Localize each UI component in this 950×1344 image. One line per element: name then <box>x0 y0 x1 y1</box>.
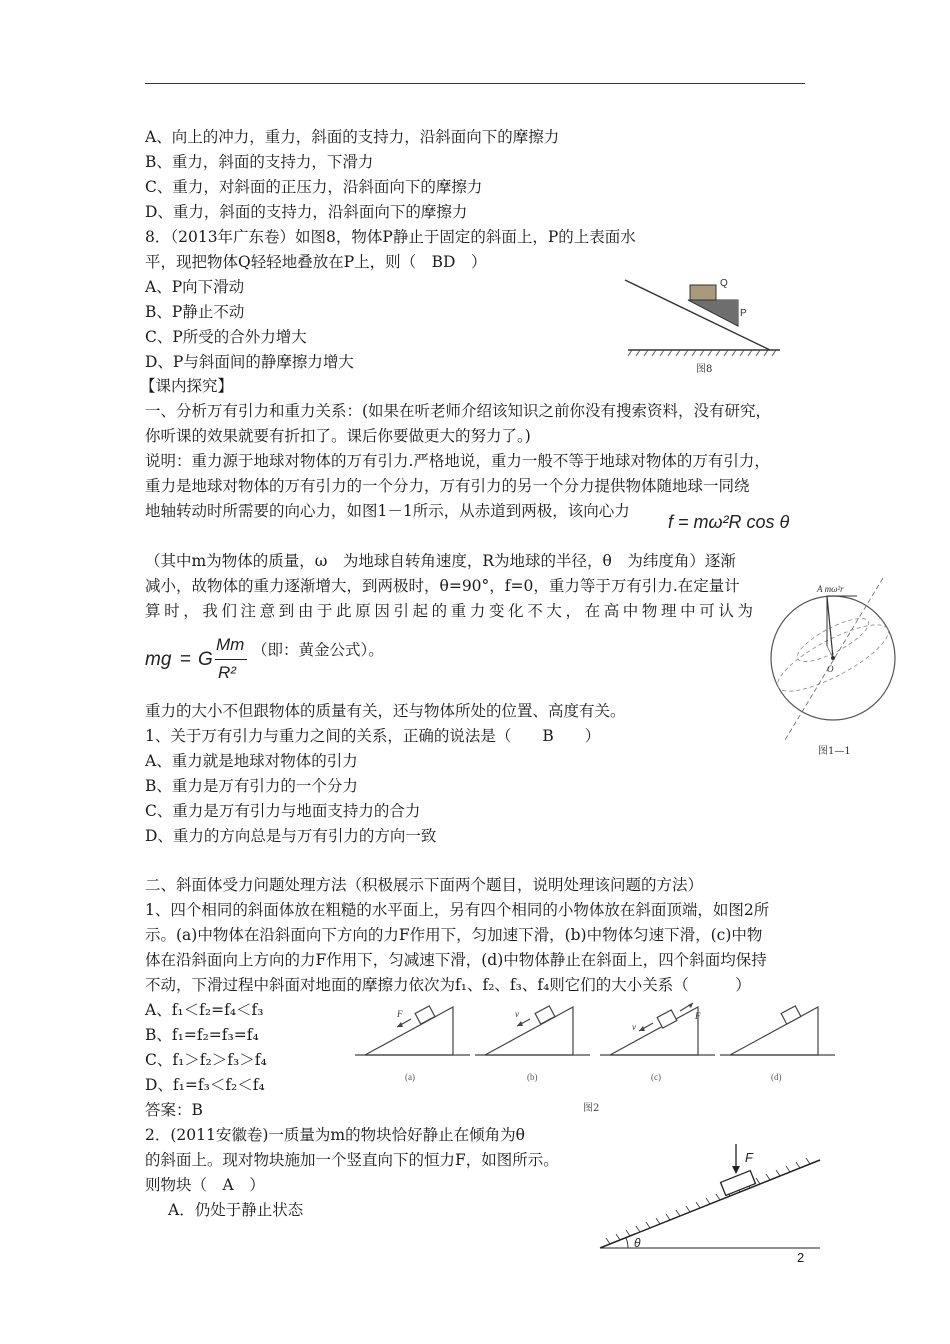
part2-q1-line2: 示。(a)中物体在沿斜面向下方向的力F作用下，匀加速下滑，(b)中物体匀速下滑，(c)中物 <box>145 926 763 944</box>
part1-q1-option-b: B、重力是万有引力的一个分力 <box>145 777 358 795</box>
golden-formula-numerator: Mm <box>216 635 245 654</box>
q8-stem-line2: 平，现把物体Q轻轻地叠放在P上，则（ BD ） <box>145 253 487 271</box>
figure-1-1-caption: 图1—1 <box>818 746 851 757</box>
part2-q2-option-a: A．仍处于静止状态 <box>168 1201 304 1219</box>
figure-incline-force-label: F <box>745 1150 753 1165</box>
part1-q1-option-a: A、重力就是地球对物体的引力 <box>145 752 358 770</box>
golden-formula-denominator: R² <box>218 663 236 682</box>
part2-q1-line3: 体在沿斜面向上方向的力F作用下，匀减速下滑，(d)中物体静止在斜面上，四个斜面均保持 <box>145 951 767 969</box>
part2-q1-option-c: C、f₁＞f₂＞f₃＞f₄ <box>145 1051 267 1069</box>
figure-1-1 <box>765 570 910 765</box>
q7-option-a: A、向上的冲力，重力，斜面的支持力，沿斜面向下的摩擦力 <box>145 128 560 146</box>
figure-2b-label: (b) <box>527 1072 538 1082</box>
figure-2b-velocity-label: v <box>515 1009 519 1019</box>
figure-8-caption: 图8 <box>696 364 713 375</box>
q7-option-c: C、重力，对斜面的正压力，沿斜面向下的摩擦力 <box>145 178 483 196</box>
part2-q2-line2: 的斜面上。现对物块施加一个竖直向下的恒力F，如图所示。 <box>145 1151 559 1169</box>
part2-q2-line3: 则物块（ A ） <box>145 1176 265 1194</box>
figure-2c-velocity-label: v <box>632 1022 636 1032</box>
figure-2 <box>355 995 835 1120</box>
part1-explanation-line4: （其中m为物体的质量，ω 为地球自转角速度，R为地球的半径，θ 为纬度角）逐渐 <box>145 552 736 570</box>
section-heading: 【课内探究】 <box>140 377 234 395</box>
part2-q1-line1: 1、四个相同的斜面体放在粗糙的水平面上，另有四个相同的小物体放在斜面顶端，如图2所 <box>145 901 770 919</box>
q8-option-d: D、P与斜面间的静摩擦力增大 <box>145 353 354 371</box>
q8-stem-line1: 8．（2013年广东卷）如图8，物体P静止于固定的斜面上，P的上表面水 <box>145 228 636 246</box>
golden-formula-note: （即：黄金公式）。 <box>252 641 384 659</box>
part1-q1-option-d: D、重力的方向总是与万有引力的方向一致 <box>145 827 437 845</box>
part2-q1-option-d: D、f₁=f₃＜f₂＜f₄ <box>145 1076 265 1094</box>
part1-explanation-line5: 减小，故物体的重力逐渐增大，到两极时，θ=90°，f=0，重力等于万有引力.在定量计 <box>145 577 740 595</box>
q8-option-b: B、P静止不动 <box>145 303 245 321</box>
figure-2d-label: (d) <box>771 1072 782 1082</box>
part2-title: 二、斜面体受力问题处理方法（积极展示下面两个题目，说明处理该问题的方法） <box>145 876 704 894</box>
golden-formula-lhs: mg <box>145 649 172 670</box>
part2-q1-option-a: A、f₁＜f₂=f₄＜f₃ <box>145 1001 264 1019</box>
page-number: 2 <box>797 1250 805 1265</box>
figure-2c-force-label: F <box>695 1011 701 1021</box>
part1-explanation-line7: 重力的大小不但跟物体的质量有关，还与物体所处的位置、高度有关。 <box>145 702 626 720</box>
figure-incline-angle-label: θ <box>634 1236 641 1250</box>
figure-incline-force <box>580 1140 830 1260</box>
part2-q1-line4: 不动，下滑过程中斜面对地面的摩擦力依次为f₁、f₂、f₃、f₄则它们的大小关系（ ） <box>145 976 751 994</box>
part2-q1-option-b: B、f₁=f₂=f₃=f₄ <box>145 1026 259 1044</box>
part1-title-line2: 你听课的效果就要有折扣了。课后你要做更大的努力了。) <box>145 427 531 445</box>
q8-option-a: A、P向下滑动 <box>145 278 245 296</box>
part2-q2-line1: 2．(2011安徽卷)一质量为m的物块恰好静止在倾角为θ <box>145 1126 525 1144</box>
header-rule <box>145 83 805 84</box>
golden-formula-fraction-bar <box>215 659 247 660</box>
part1-q1-stem: 1、关于万有引力与重力之间的关系，正确的说法是（ B ） <box>145 727 601 745</box>
figure-2-caption: 图2 <box>583 1103 600 1114</box>
q7-option-d: D、重力，斜面的支持力，沿斜面向下的摩擦力 <box>145 203 468 221</box>
part1-title-line1: 一、分析万有引力和重力关系：(如果在听老师介绍该知识之前你没有搜索资料，没有研究， <box>145 402 772 420</box>
figure-8-label-p: P <box>740 308 747 319</box>
figure-8-label-q: Q <box>720 278 728 289</box>
figure-1-1-label-top: A mω²r <box>817 584 844 594</box>
figure-8 <box>620 270 790 380</box>
part1-q1-option-c: C、重力是万有引力与地面支持力的合力 <box>145 802 421 820</box>
figure-2a-force-label: F <box>397 1009 403 1019</box>
golden-formula-equals: = <box>180 649 192 670</box>
figure-2c-label: (c) <box>651 1072 661 1082</box>
centripetal-force-formula: f = mω²R cos θ <box>668 512 790 532</box>
figure-1-1-label-o: O <box>827 664 834 674</box>
part2-q1-answer: 答案：B <box>145 1101 203 1119</box>
figure-2a-label: (a) <box>405 1072 415 1082</box>
part1-explanation-line6: 算时，我们注意到由于此原因引起的重力变化不大，在高中物理中可认为 <box>145 602 753 620</box>
part1-explanation-line1: 说明：重力源于地球对物体的万有引力.严格地说，重力一般不等于地球对物体的万有引力， <box>145 452 770 470</box>
q8-option-c: C、P所受的合外力增大 <box>145 328 307 346</box>
q7-option-b: B、重力，斜面的支持力，下滑力 <box>145 153 374 171</box>
part1-explanation-line2: 重力是地球对物体的万有引力的一个分力，万有引力的另一个分力提供物体随地球一同绕 <box>145 477 750 495</box>
golden-formula-g: G <box>198 649 213 670</box>
part1-explanation-line3: 地轴转动时所需要的向心力，如图1－1所示，从赤道到两极，该向心力 <box>145 502 630 520</box>
